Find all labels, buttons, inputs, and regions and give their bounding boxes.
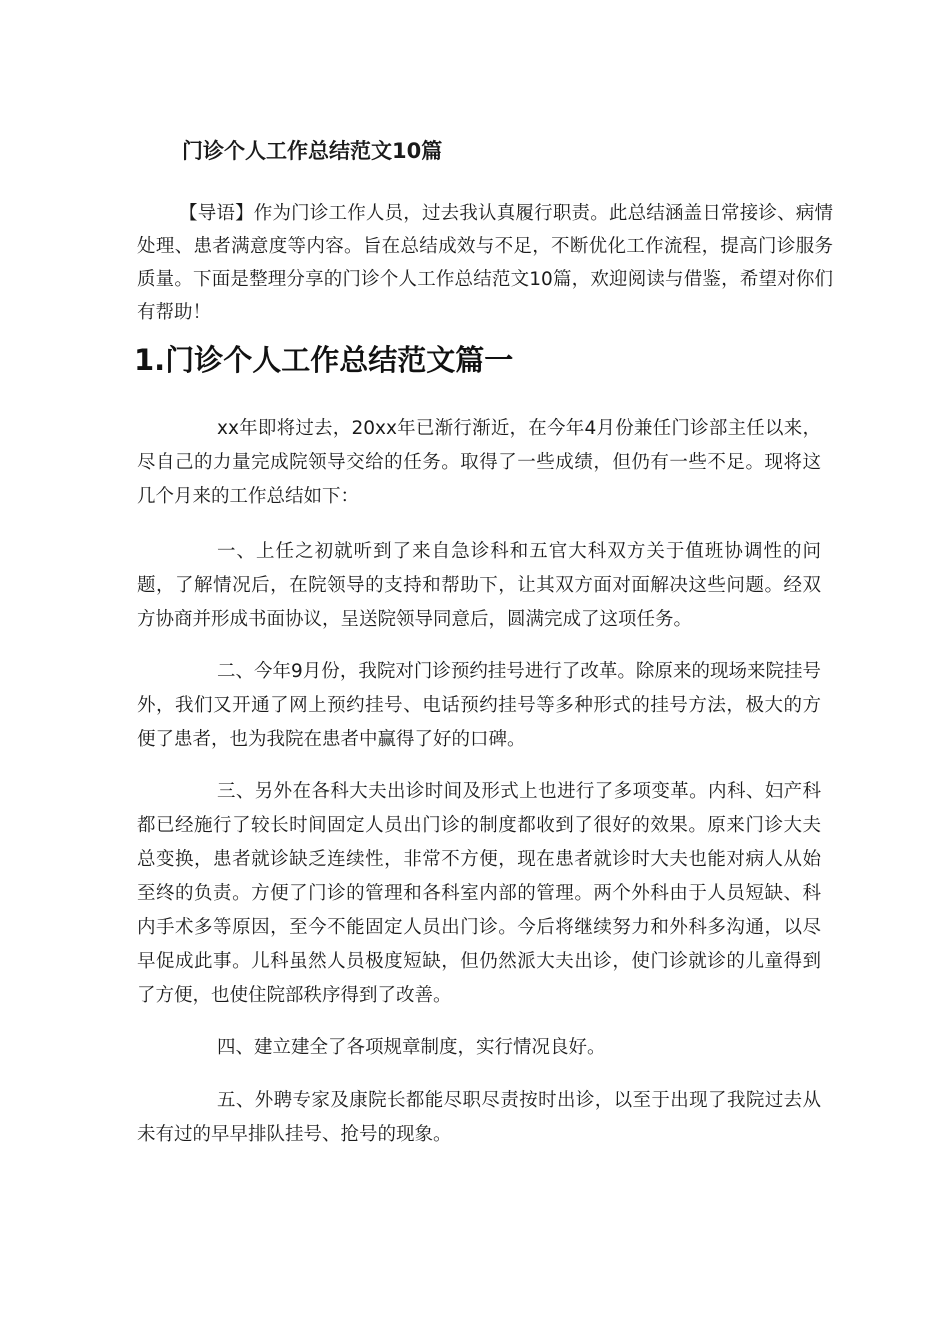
section-heading: 1.门诊个人工作总结范文篇一 xyxy=(134,343,514,377)
intro-paragraph: 【导语】作为门诊工作人员，过去我认真履行职责。此总结涵盖日常接诊、病情处理、患者满意度等内容。旨在总结成效与不足，不断优化工作流程，提高门诊服务质量。下面是整理分享的门诊个人工作总结范文10篇，欢迎阅读与借鉴，希望对你们有帮助！ xyxy=(137,203,833,323)
document-title: 门诊个人工作总结范文10篇 xyxy=(182,139,443,163)
body-paragraph-item-3: 三、另外在各科大夫出诊时间及形式上也进行了多项变革。内科、妇产科都已经施行了较长时间固定人员出门诊的制度都收到了很好的效果。原来门诊大夫总变换，患者就诊缺乏连续性，非常不方便，现在患者就诊时大夫也能对病人从始至终的负责。方便了门诊的管理和各科室内部的管理。两个外科由于人员短缺、科内手术多等原因，至今不能固定人员出门诊。今后将继续努力和外科多沟通，以尽早促成此事。儿科虽然人员极度短缺，但仍然派大夫出诊，使门诊就诊的儿童得到了方便，也使住院部秩序得到了改善。 xyxy=(137,781,821,1006)
body-paragraph-item-4: 四、建立建全了各项规章制度，实行情况良好。 xyxy=(217,1037,606,1058)
body-paragraph-item-1: 一、上任之初就听到了来自急诊科和五官大科双方关于值班协调性的问题，了解情况后，在院领导的支持和帮助下，让其双方面对面解决这些问题。经双方协商并形成书面协议，呈送院领导同意后，圆满完成了这项任务。 xyxy=(137,541,821,630)
body-paragraph-item-2: 二、今年9月份，我院对门诊预约挂号进行了改革。除原来的现场来院挂号外，我们又开通了网上预约挂号、电话预约挂号等多种形式的挂号方法，极大的方便了患者，也为我院在患者中赢得了好的口碑。 xyxy=(137,661,821,750)
body-paragraph-item-5: 五、外聘专家及康院长都能尽职尽责按时出诊，以至于出现了我院过去从未有过的早早排队挂号、抢号的现象。 xyxy=(137,1090,821,1145)
body-paragraph-intro: xx年即将过去，20xx年已渐行渐近，在今年4月份兼任门诊部主任以来，尽自己的力量完成院领导交给的任务。取得了一些成绩，但仍有一些不足。现将这几个月来的工作总结如下： xyxy=(137,418,821,507)
